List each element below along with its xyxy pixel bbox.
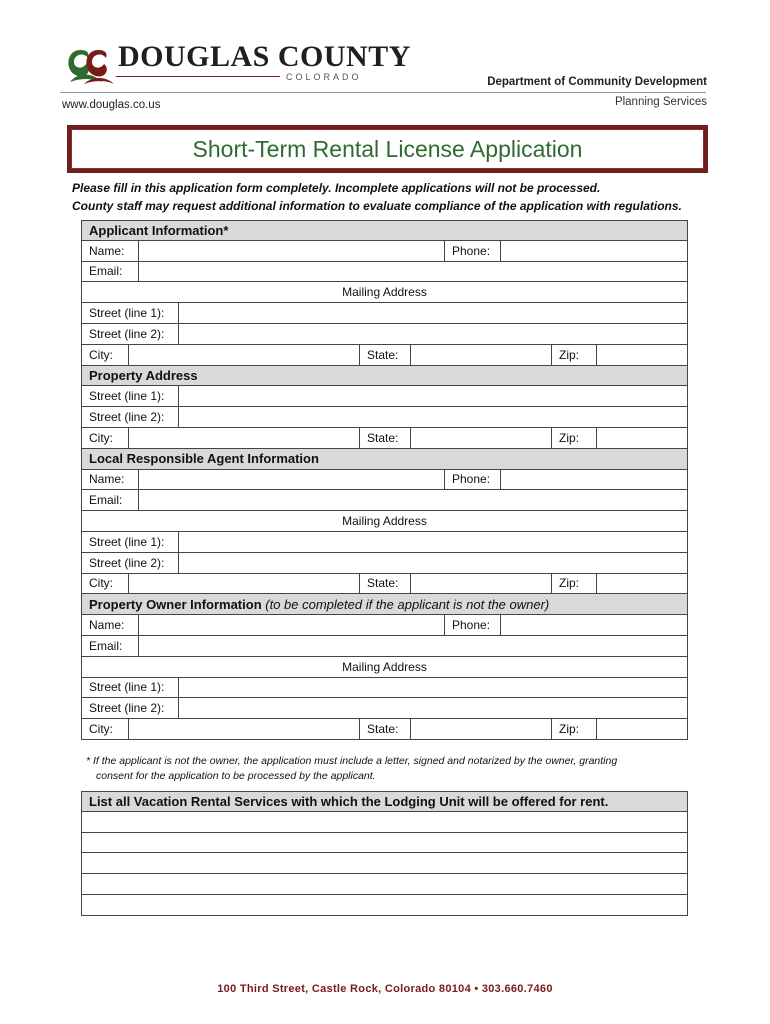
owner-name-field[interactable] <box>139 615 444 635</box>
header-divider <box>60 92 706 93</box>
property-street1-field[interactable] <box>179 386 687 406</box>
owner-city-row <box>81 719 688 740</box>
street2-label: Street (line 2): <box>89 326 165 341</box>
section-property <box>81 366 688 387</box>
section-title: Property Address <box>89 367 198 383</box>
page-title: Short-Term Rental License Application <box>192 135 583 162</box>
service-entry-row[interactable] <box>81 833 688 854</box>
logo-divider <box>116 76 280 77</box>
zip-label: Zip: <box>559 430 580 445</box>
services-header-text: List all Vacation Rental Services with which the Lodging Unit will be offered for rent. <box>89 793 609 809</box>
department-name: Department of Community Development <box>487 76 707 88</box>
owner-email-field[interactable] <box>139 636 687 656</box>
street2-label: Street (line 2): <box>89 410 165 425</box>
owner-street2-field[interactable] <box>179 698 687 718</box>
owner-zip-field[interactable] <box>597 719 687 739</box>
city-label: City: <box>89 722 113 737</box>
agent-street2-row <box>81 553 688 574</box>
street2-label: Street (line 2): <box>89 555 165 570</box>
service-entry-row[interactable] <box>81 853 688 874</box>
application-form <box>81 220 688 740</box>
section-title: Applicant Information* <box>89 222 229 238</box>
phone-label: Phone: <box>452 618 491 633</box>
property-city-field[interactable] <box>129 428 359 448</box>
section-owner <box>81 594 688 615</box>
street1-label: Street (line 1): <box>89 680 165 695</box>
intro-line-1: Please fill in this application form completely. Incomplete applications will not be processed. <box>72 181 601 195</box>
org-name: DOUGLAS COUNTY <box>118 40 411 73</box>
city-label: City: <box>89 576 113 591</box>
street1-label: Street (line 1): <box>89 534 165 549</box>
agent-state-field[interactable] <box>411 574 551 594</box>
footer-address: 100 Third Street, Castle Rock, Colorado 80104 • 303.660.7460 <box>217 983 553 995</box>
applicant-state-field[interactable] <box>411 345 551 365</box>
email-label: Email: <box>89 493 123 508</box>
website-link[interactable]: www.douglas.co.us <box>62 99 161 111</box>
agent-mailing-header <box>81 511 688 532</box>
name-label: Name: <box>89 243 125 258</box>
phone-label: Phone: <box>452 243 491 258</box>
org-subtitle: COLORADO <box>286 72 362 82</box>
applicant-name-row <box>81 241 688 262</box>
agent-city-field[interactable] <box>129 574 359 594</box>
agent-phone-field[interactable] <box>501 470 687 490</box>
street1-label: Street (line 1): <box>89 306 165 321</box>
applicant-email-field[interactable] <box>139 262 687 282</box>
applicant-phone-field[interactable] <box>501 241 687 261</box>
city-label: City: <box>89 347 113 362</box>
zip-label: Zip: <box>559 347 580 362</box>
applicant-city-row <box>81 345 688 366</box>
section-title <box>82 594 549 614</box>
owner-street2-row <box>81 698 688 719</box>
agent-email-field[interactable] <box>139 490 687 510</box>
applicant-email-row <box>81 262 688 283</box>
state-label: State: <box>367 430 399 445</box>
street2-label: Street (line 2): <box>89 701 165 716</box>
name-label: Name: <box>89 472 125 487</box>
state-label: State: <box>367 347 399 362</box>
email-label: Email: <box>89 264 123 279</box>
applicant-name-field[interactable] <box>139 241 444 261</box>
owner-name-row <box>81 615 688 636</box>
owner-city-field[interactable] <box>129 719 359 739</box>
applicant-zip-field[interactable] <box>597 345 687 365</box>
service-entry-row[interactable] <box>81 874 688 895</box>
name-label: Name: <box>89 618 125 633</box>
service-entry-row[interactable] <box>81 895 688 916</box>
applicant-city-field[interactable] <box>129 345 359 365</box>
section-applicant <box>81 220 688 241</box>
owner-section-note: (to be completed if the applicant is not the owner) <box>265 596 550 612</box>
section-agent <box>81 449 688 470</box>
phone-label: Phone: <box>452 472 491 487</box>
applicant-mailing-header <box>81 282 688 303</box>
footnote-line-2: consent for the application to be processed by the applicant. <box>96 770 376 782</box>
division-name: Planning Services <box>614 96 707 108</box>
footnote-line-1: * If the applicant is not the owner, the application must include a letter, signed and notarized by the owner, granting <box>86 755 618 767</box>
zip-label: Zip: <box>559 722 580 737</box>
mailing-address-label: Mailing Address <box>342 285 427 300</box>
property-street2-field[interactable] <box>179 407 687 427</box>
property-zip-field[interactable] <box>597 428 687 448</box>
section-title: Local Responsible Agent Information <box>89 451 319 467</box>
service-entry-row[interactable] <box>81 812 688 833</box>
owner-street1-field[interactable] <box>179 678 687 698</box>
property-street2-row <box>81 407 688 428</box>
agent-street1-row <box>81 532 688 553</box>
rental-services-table <box>81 791 688 916</box>
agent-street2-field[interactable] <box>179 553 687 573</box>
agent-name-field[interactable] <box>139 470 444 490</box>
property-city-row <box>81 428 688 449</box>
agent-city-row <box>81 574 688 595</box>
street1-label: Street (line 1): <box>89 389 165 404</box>
email-label: Email: <box>89 638 123 653</box>
owner-email-row <box>81 636 688 657</box>
zip-label: Zip: <box>559 576 580 591</box>
agent-email-row <box>81 490 688 511</box>
owner-street1-row <box>81 678 688 699</box>
property-street1-row <box>81 386 688 407</box>
mailing-address-label: Mailing Address <box>342 659 427 674</box>
state-label: State: <box>367 576 399 591</box>
intro-line-2: County staff may request additional information to evaluate compliance of the application with regulations. <box>72 198 682 213</box>
intro-text <box>72 180 682 215</box>
applicant-street1-field[interactable] <box>179 303 687 323</box>
agent-name-row <box>81 470 688 491</box>
applicant-street1-row <box>81 303 688 324</box>
owner-state-field[interactable] <box>411 719 551 739</box>
title-box <box>67 125 708 173</box>
agent-street1-field[interactable] <box>179 532 687 552</box>
applicant-street2-row <box>81 324 688 345</box>
services-header <box>81 791 688 812</box>
city-label: City: <box>89 430 113 445</box>
owner-phone-field[interactable] <box>501 615 687 635</box>
footnote <box>86 754 696 784</box>
owner-section-title: Property Owner Information <box>89 596 262 612</box>
applicant-street2-field[interactable] <box>179 324 687 344</box>
mailing-address-label: Mailing Address <box>342 514 427 529</box>
agent-zip-field[interactable] <box>597 574 687 594</box>
owner-mailing-header <box>81 657 688 678</box>
state-label: State: <box>367 722 399 737</box>
property-state-field[interactable] <box>411 428 551 448</box>
